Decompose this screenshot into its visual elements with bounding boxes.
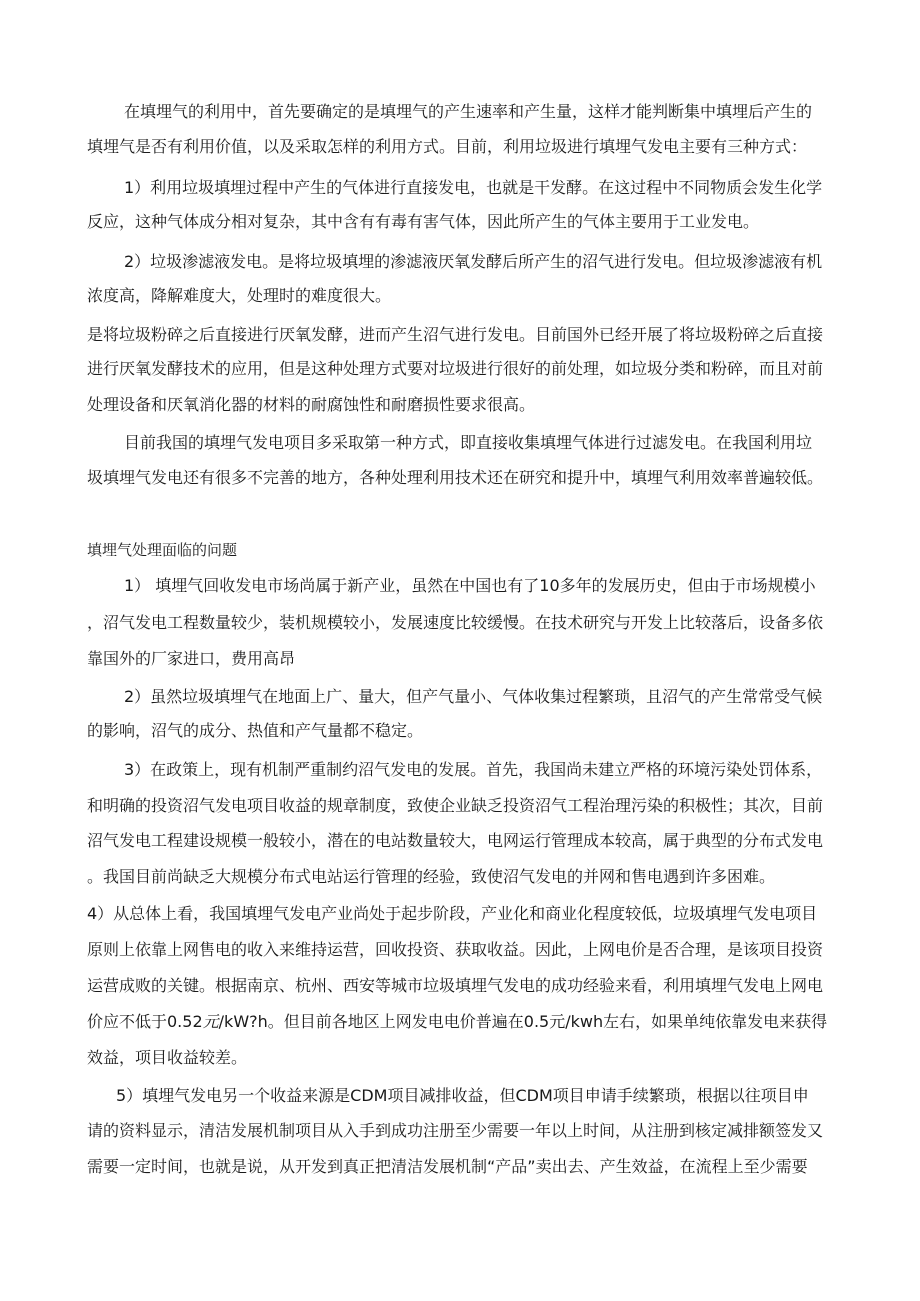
- paragraph-9-line-1: 4）从总体上看，我国填埋气发电产业尚处于起步阶段，产业化和商业化程度较低，垃圾填埋气发电项目: [87, 904, 818, 923]
- paragraph-1-line-2: 填埋气是否有利用价值，以及采取怎样的利用方式。目前，利用垃圾进行填埋气发电主要有三种方式：: [87, 137, 808, 156]
- price-prefix: 价应不低于0.52: [87, 1012, 203, 1031]
- paragraph-5-line-1: 目前我国的填埋气发电项目多采取第一种方式，即直接收集填埋气体进行过滤发电。在我国利用垃: [124, 433, 813, 452]
- paragraph-1-line-1: 在填埋气的利用中，首先要确定的是填埋气的产生速率和产生量，这样才能判断集中填埋后产生的: [124, 102, 813, 121]
- paragraph-7-line-2: 的影响，沼气的成分、热值和产气量都不稳定。: [87, 721, 424, 740]
- paragraph-3-line-1: 2）垃圾渗滤液发电。是将垃圾填埋的渗滤液厌氧发酵后所产生的沼气进行发电。但垃圾渗滤液有机: [124, 252, 823, 271]
- paragraph-2-line-1: 1）利用垃圾填埋过程中产生的气体进行直接发电，也就是干发酵。在这过程中不同物质会发生化学: [124, 178, 823, 197]
- paragraph-5-line-2: 圾填埋气发电还有很多不完善的地方，各种处理利用技术还在研究和提升中，填埋气利用效率普遍较低。: [87, 468, 824, 487]
- paragraph-4-line-2: 进行厌氧发酵技术的应用，但是这种处理方式要对垃圾进行很好的前处理，如垃圾分类和粉碎，而且对前: [87, 359, 824, 378]
- paragraph-6-line-1: 1） 填埋气回收发电市场尚属于新产业，虽然在中国也有了10多年的发展历史，但由于市场规模小: [124, 576, 816, 595]
- paragraph-4-line-3: 处理设备和厌氧消化器的材料的耐腐蚀性和耐磨损性要求很高。: [87, 395, 536, 414]
- paragraph-9-line-5: 效益，项目收益较差。: [87, 1048, 248, 1067]
- paragraph-8-line-1: 3）在政策上，现有机制严重制约沼气发电的发展。首先，我国尚未建立严格的环境污染处罚体系，: [124, 760, 823, 779]
- paragraph-2-line-2: 反应，这种气体成分相对复杂，其中含有有毒有害气体，因此所产生的气体主要用于工业发电。: [87, 212, 760, 231]
- paragraph-8-line-3: 沼气发电工程建设规模一般较小，潜在的电站数量较大，电网运行管理成本较高，属于典型的分布式发电: [87, 831, 824, 850]
- section-heading: 填埋气处理面临的问题: [87, 541, 238, 559]
- price-rest: /kW?h。但目前各地区上网发电电价普遍在0.5元/kwh左右，如果单纯依靠发电来获得: [218, 1012, 828, 1031]
- paragraph-10-line-2: 请的资料显示，清洁发展机制项目从入手到成功注册至少需要一年以上时间，从注册到核定减排额签发又: [87, 1121, 824, 1140]
- paragraph-9-line-3: 运营成败的关键。根据南京、杭州、西安等城市垃圾填埋气发电的成功经验来看，利用填埋气发电上网电: [87, 976, 824, 995]
- price-unit-yuan: 元: [202, 1012, 219, 1031]
- paragraph-7-line-1: 2）虽然垃圾填埋气在地面上广、量大，但产气量小、气体收集过程繁琐，且沼气的产生常常受气候: [124, 687, 823, 706]
- paragraph-8-line-2: 和明确的投资沼气发电项目收益的规章制度，致使企业缺乏投资沼气工程治理污染的积极性；其次，目前: [87, 796, 824, 815]
- paragraph-6-line-3: 靠国外的厂家进口，费用高昂: [87, 649, 296, 668]
- paragraph-10-line-1: 5）填埋气发电另一个收益来源是CDM项目减排收益，但CDM项目申请手续繁琐，根据以往项目申: [116, 1086, 809, 1105]
- paragraph-8-line-4: 。我国目前尚缺乏大规模分布式电站运行管理的经验，致使沼气发电的并网和售电遇到许多困难。: [87, 867, 776, 886]
- paragraph-9-line-4: [87, 1011, 913, 1033]
- paragraph-10-line-3: 需要一定时间，也就是说，从开发到真正把清洁发展机制“产品”卖出去、产生效益，在流程上至少需要: [87, 1157, 808, 1176]
- paragraph-9-line-2: 原则上依靠上网售电的收入来维持运营，回收投资、获取收益。因此，上网电价是否合理，是该项目投资: [87, 940, 824, 959]
- paragraph-4-line-1: 是将垃圾粉碎之后直接进行厌氧发酵，进而产生沼气进行发电。目前国外已经开展了将垃圾粉碎之后直接: [87, 325, 824, 344]
- paragraph-3-line-2: 浓度高，降解难度大，处理时的难度很大。: [87, 286, 392, 305]
- paragraph-6-line-2: ，沼气发电工程数量较少，装机规模较小，发展速度比较缓慢。在技术研究与开发上比较落后，设备多依: [87, 613, 824, 632]
